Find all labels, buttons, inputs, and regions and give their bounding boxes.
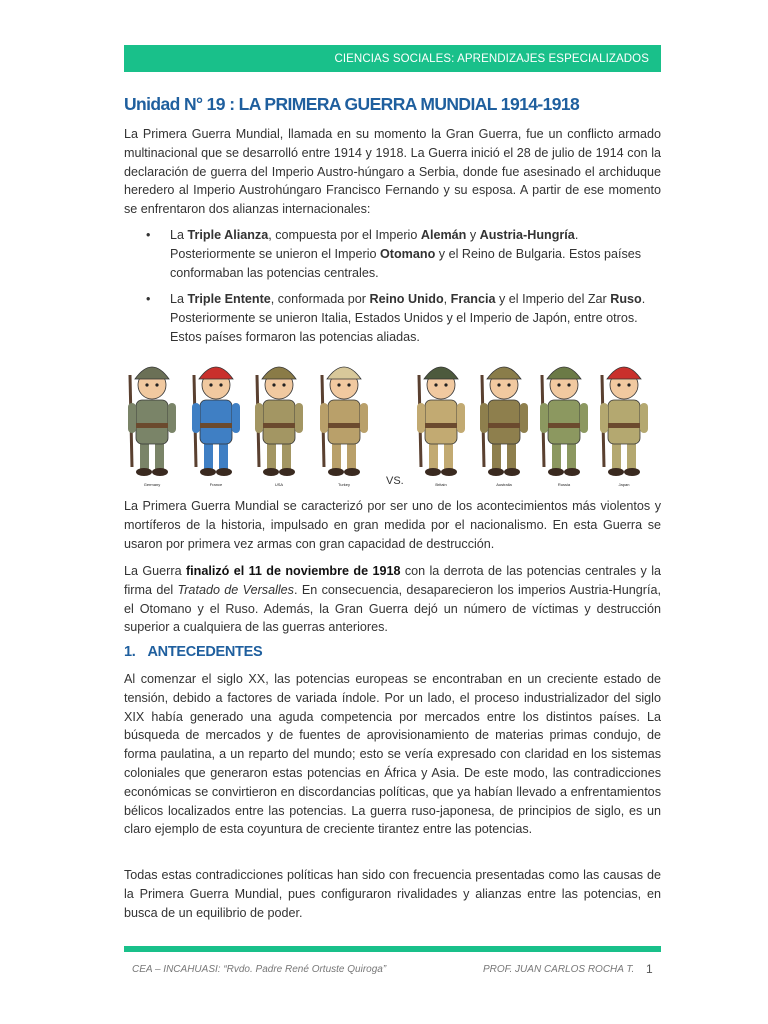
bullet-text: La Triple Entente, conformada por Reino Unido, Francia y el Imperio del Zar Ruso. Posteriormente se unieron Italia, Estados Unidos y el Imperio de Japón, entre otros. Estos países formaron las potencias aliadas.: [170, 292, 646, 344]
soldier-figure: [128, 367, 176, 487]
soldier-helmet: [487, 367, 521, 379]
soldier-leg: [507, 440, 516, 470]
soldier-leg: [429, 440, 438, 470]
paragraph-end-of-war: La Guerra finalizó el 11 de noviembre de 1918 con la derrota de las potencias centrales y la firma del Tratado de Versalles. En consecuencia, desaparecieron los imperios Austria-Hungría, el Otomano y el Ruso. Además, la Gran Guerra dejó un número de víctimas y destrucción superior a cualquiera de las guerras anteriores.: [124, 564, 662, 635]
soldier-leg: [332, 440, 341, 470]
soldier-arm: [295, 403, 303, 433]
soldier-eye: [617, 383, 620, 386]
soldier-body: [328, 400, 360, 444]
soldier-eye: [145, 383, 148, 386]
soldier-arm: [457, 403, 465, 433]
footer-bar: [124, 946, 661, 952]
header-bar: [124, 45, 661, 72]
soldier-leg: [204, 440, 213, 470]
soldier-helmet: [135, 367, 169, 379]
soldier-leg: [347, 440, 356, 470]
page-title: Unidad N° 19 : LA PRIMERA GUERRA MUNDIAL 1914-1918: [124, 94, 580, 114]
soldier-country-label: Turkey: [337, 482, 351, 487]
bullet-text: La Triple Alianza, compuesta por el Imperio Alemán y Austria-Hungría. Posteriormente se unieron el Imperio Otomano y el Reino de Bulgaria. Estos países conformaban las potencias centrales.: [170, 228, 642, 280]
soldier-leg: [627, 440, 636, 470]
soldier-boot: [624, 468, 640, 476]
soldier-boot: [279, 468, 295, 476]
soldier-leg: [282, 440, 291, 470]
soldier-arm: [232, 403, 240, 433]
soldier-eye: [155, 383, 158, 386]
soldier-eye: [444, 383, 447, 386]
soldier-leg: [612, 440, 621, 470]
soldier-country-label: Japan: [618, 482, 630, 487]
soldier-boot: [263, 468, 279, 476]
soldier-leg: [140, 440, 149, 470]
soldier-arm: [540, 403, 548, 433]
soldier-arm: [480, 403, 488, 433]
soldier-arm: [192, 403, 200, 433]
soldier-helmet: [547, 367, 581, 379]
soldier-figure: [600, 367, 648, 487]
header-label: CIENCIAS SOCIALES: APRENDIZAJES ESPECIALIZADOS: [334, 52, 649, 65]
soldier-helmet: [424, 367, 458, 379]
soldier-belt: [136, 423, 168, 428]
soldier-boot: [200, 468, 216, 476]
soldier-boot: [216, 468, 232, 476]
soldier-eye: [627, 383, 630, 386]
soldier-figure: [192, 367, 240, 487]
soldier-arm: [580, 403, 588, 433]
soldier-leg: [219, 440, 228, 470]
soldier-boot: [328, 468, 344, 476]
soldier-boot: [564, 468, 580, 476]
soldier-boot: [152, 468, 168, 476]
soldier-body: [136, 400, 168, 444]
soldier-eye: [272, 383, 275, 386]
soldier-country-label: Australia: [496, 482, 512, 487]
soldier-leg: [492, 440, 501, 470]
paragraph-causes: Todas estas contradicciones políticas han sido con frecuencia presentadas como las causas de la Primera Guerra Mundial, pues configuraron rivalidades y alianzas entre las potencias, en busca de un equilibrio de poder.: [124, 868, 661, 920]
soldier-country-label: Russia: [557, 482, 571, 487]
soldier-arm: [320, 403, 328, 433]
soldier-figure: [540, 367, 588, 487]
soldier-boot: [504, 468, 520, 476]
soldier-boot: [608, 468, 624, 476]
paragraph-antecedentes: Al comenzar el siglo XX, las potencias europeas se encontraban en un creciente estado de tensión, debido a factores de variada índole. Por un lado, el proceso industrializador del siglo XIX había generado una aguda competencia por mercados entre los distintos países. La búsqueda de mercados y de fuentes de aprovisionamiento de materias primas condujo, de forma paulatina, a un reparto del mundo; esto se vería expresado con claridad en los sistemas coloniales que generaron estas potencias en África y Asia. De este modo, las contradicciones económicas se convirtieron en discordancias políticas, que ya habían llevado a enfrentamientos bélicos localizados entre las potencias. La guerra ruso-japonesa, de principios de siglo, es un claro ejemplo de esta coyuntura de creciente tirantez entre las potencias.: [124, 672, 661, 837]
soldier-figure: [480, 367, 528, 487]
soldier-country-label: Britain: [435, 482, 447, 487]
soldier-arm: [168, 403, 176, 433]
soldier-arm: [640, 403, 648, 433]
bullet-icon: •: [146, 228, 151, 242]
soldier-arm: [128, 403, 136, 433]
soldier-helmet: [199, 367, 233, 379]
footer-author: PROF. JUAN CARLOS ROCHA T.: [483, 964, 635, 975]
soldier-belt: [488, 423, 520, 428]
soldier-eye: [282, 383, 285, 386]
soldier-body: [608, 400, 640, 444]
soldier-eye: [507, 383, 510, 386]
soldier-country-label: Germany: [143, 482, 161, 487]
soldier-eye: [557, 383, 560, 386]
soldier-arm: [520, 403, 528, 433]
soldier-leg: [267, 440, 276, 470]
soldier-helmet: [327, 367, 361, 379]
bullet-icon: •: [146, 292, 151, 306]
intro-paragraph: La Primera Guerra Mundial, llamada en su momento la Gran Guerra, fue un conflicto armado multinacional que se desarrolló entre 1914 y 1918. La Guerra inició el 28 de julio de 1914 con la declaración de guerra del Imperio Austro-húngaro a Serbia, donde fue asesinado el archiduque heredero al Imperio Austrohúngaro Francisco Fernando y su esposa. A partir de ese momento se enfrentaron dos alianzas internacionales:: [124, 127, 661, 217]
soldier-leg: [552, 440, 561, 470]
soldiers-illustration: [124, 355, 664, 490]
soldier-eye: [209, 383, 212, 386]
soldier-boot: [425, 468, 441, 476]
page-number: 1: [646, 962, 653, 976]
soldier-arm: [600, 403, 608, 433]
soldier-body: [548, 400, 580, 444]
soldier-body: [488, 400, 520, 444]
soldier-leg: [567, 440, 576, 470]
soldier-belt: [548, 423, 580, 428]
soldier-figure: [320, 367, 368, 487]
soldier-country-label: France: [209, 482, 223, 487]
soldier-arm: [417, 403, 425, 433]
soldier-figure: [255, 367, 303, 487]
soldier-figure: [417, 367, 465, 487]
soldier-eye: [497, 383, 500, 386]
section-title: ANTECEDENTES: [147, 644, 263, 660]
soldier-boot: [441, 468, 457, 476]
soldier-eye: [347, 383, 350, 386]
soldier-leg: [155, 440, 164, 470]
soldier-eye: [567, 383, 570, 386]
soldier-country-label: USA: [274, 482, 284, 487]
section-heading-antecedentes: [124, 644, 262, 660]
soldier-eye: [434, 383, 437, 386]
paragraph-characteristics: La Primera Guerra Mundial se caracterizó por ser uno de los acontecimientos más violentos y mortíferos de la historia, impulsado en gran medida por el nacionalismo. En esta Guerra se usaron por primera vez armas con gran capacidad de destrucción.: [124, 499, 661, 551]
soldier-helmet: [262, 367, 296, 379]
soldier-body: [425, 400, 457, 444]
vs-label: VS.: [386, 475, 404, 487]
soldier-boot: [548, 468, 564, 476]
soldier-arm: [360, 403, 368, 433]
soldier-body: [200, 400, 232, 444]
soldier-boot: [344, 468, 360, 476]
soldier-belt: [608, 423, 640, 428]
soldier-belt: [328, 423, 360, 428]
soldier-leg: [444, 440, 453, 470]
soldier-arm: [255, 403, 263, 433]
soldier-boot: [136, 468, 152, 476]
section-number: 1.: [124, 644, 136, 660]
soldier-body: [263, 400, 295, 444]
soldier-belt: [200, 423, 232, 428]
soldier-eye: [219, 383, 222, 386]
footer-institution: CEA – INCAHUASI: “Rvdo. Padre René Ortuste Quiroga”: [132, 964, 387, 975]
soldier-boot: [488, 468, 504, 476]
soldier-eye: [337, 383, 340, 386]
soldier-belt: [263, 423, 295, 428]
soldier-helmet: [607, 367, 641, 379]
soldier-belt: [425, 423, 457, 428]
